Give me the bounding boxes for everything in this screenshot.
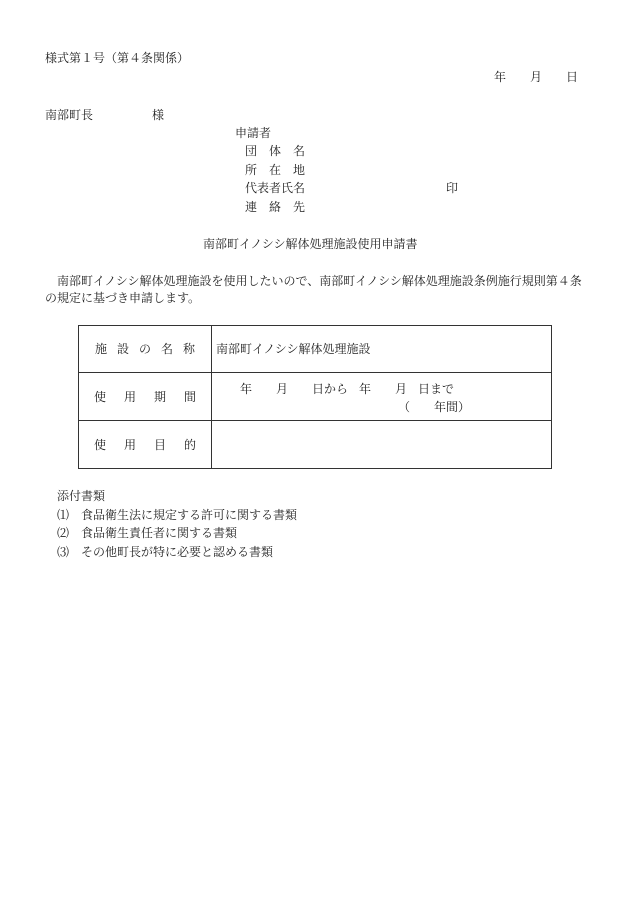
facility-name-label: 施設の名称 — [94, 342, 205, 356]
period-value-cell — [212, 373, 552, 421]
period-start-month: 月 — [276, 382, 289, 396]
attachment-item-1: ⑴ 食品衛生法に規定する許可に関する書類 — [57, 508, 298, 522]
attachment-item-3: ⑶ その他町長が特に必要と認める書類 — [57, 545, 274, 559]
date-month: 月 — [530, 70, 543, 84]
period-start-year: 年 — [240, 382, 253, 396]
facility-name-label-cell — [79, 326, 212, 373]
application-table — [78, 325, 552, 469]
period-label: 使用期間 — [93, 389, 214, 404]
table-row-purpose — [79, 421, 552, 469]
date-day: 日 — [566, 70, 579, 84]
body-line-2: の規定に基づき申請します。 — [45, 291, 201, 305]
period-end-month: 月 — [395, 382, 408, 396]
applicant-address-label: 所 在 地 — [245, 163, 306, 177]
applicant-contact-label: 連 絡 先 — [245, 200, 306, 214]
purpose-label-cell — [79, 421, 212, 469]
document-title: 南部町イノシシ解体処理施設使用申請書 — [203, 237, 418, 251]
table-row-period — [79, 373, 552, 421]
applicant-heading: 申請者 — [235, 126, 272, 140]
period-end-day: 日まで — [418, 382, 455, 396]
period-end-year: 年 — [359, 382, 372, 396]
seal-mark: 印 — [446, 181, 459, 195]
applicant-representative-label: 代表者氏名 — [245, 181, 306, 195]
addressee-name: 南部町長 — [45, 108, 94, 122]
date-year: 年 — [494, 70, 507, 84]
applicant-group-name-label: 団 体 名 — [245, 144, 306, 158]
body-line-1: 南部町イノシシ解体処理施設を使用したいので、南部町イノシシ解体処理施設条例施行規則第４条 — [57, 274, 582, 288]
form-number: 様式第１号（第４条関係） — [45, 51, 190, 65]
purpose-value — [212, 421, 552, 469]
facility-name-value: 南部町イノシシ解体処理施設 — [212, 326, 552, 373]
attachment-item-2: ⑵ 食品衛生責任者に関する書類 — [57, 526, 238, 540]
period-duration: （ 年間） — [398, 400, 471, 414]
purpose-label: 使用目的 — [93, 437, 214, 452]
addressee-honorific: 様 — [152, 108, 165, 122]
period-start-day: 日から — [312, 382, 349, 396]
table-row-facility — [79, 326, 552, 373]
period-label-cell — [79, 373, 212, 421]
attachments-heading: 添付書類 — [57, 489, 106, 503]
